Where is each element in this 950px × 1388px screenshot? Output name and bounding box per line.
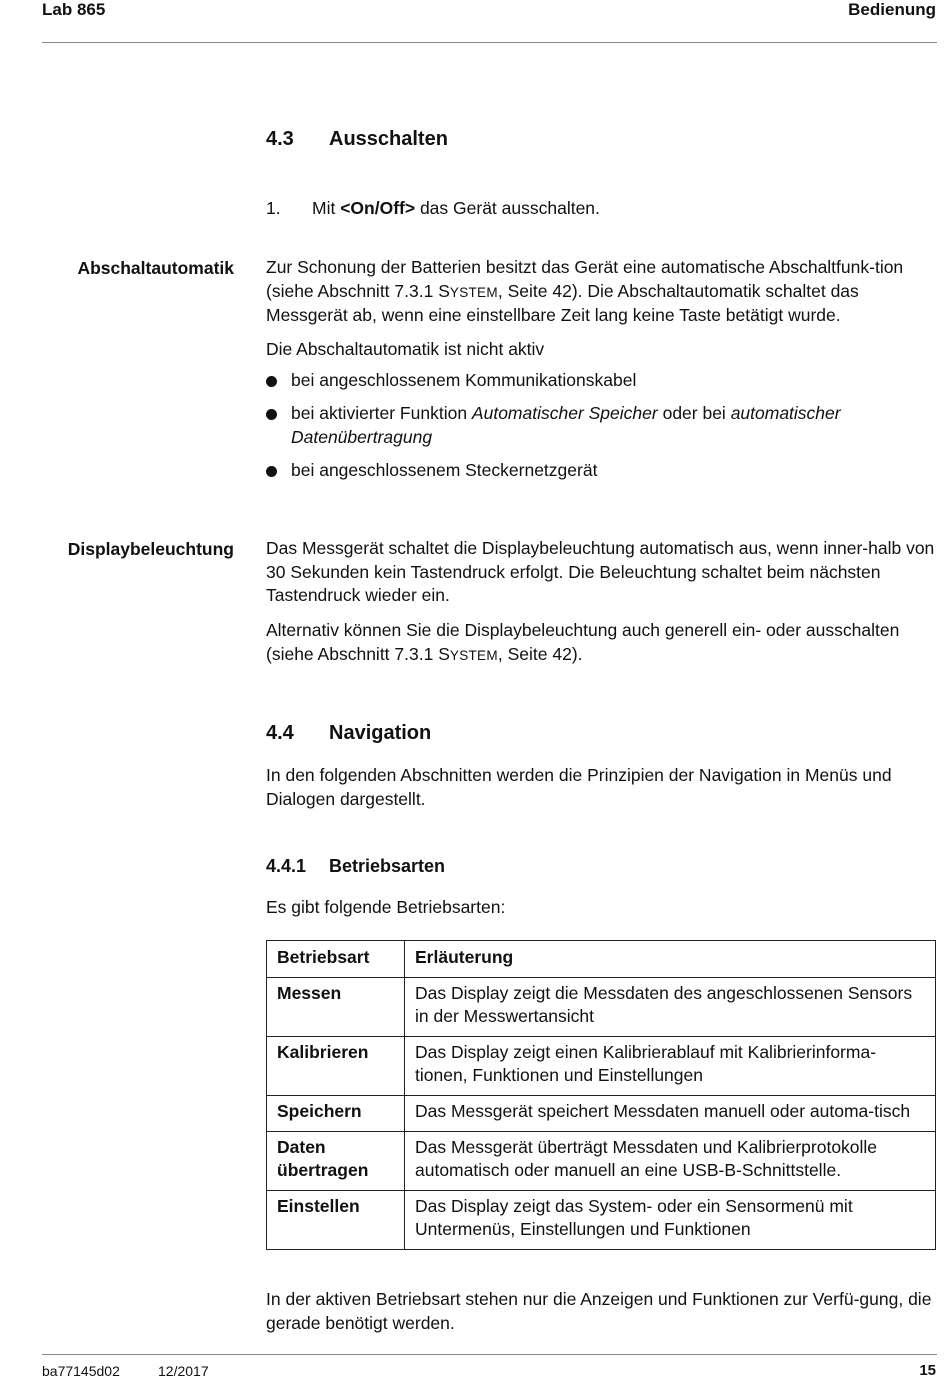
mode-name: Einstellen	[267, 1191, 405, 1250]
document-id: ba77145d02	[42, 1363, 120, 1379]
bullet-text: bei angeschlossenem Steckernetzgerät	[291, 460, 598, 480]
table-row	[267, 978, 936, 1037]
betriebsarten-intro: Es gibt folgende Betriebsarten:	[266, 897, 506, 917]
mode-description: Das Display zeigt die Messdaten des angeschlossenen Sensors in der Messwertansicht	[405, 978, 936, 1037]
section-number: 4.4.1	[266, 856, 307, 876]
section-4-4-heading	[266, 721, 431, 745]
table-header-row	[267, 941, 936, 978]
bullet-icon	[266, 466, 277, 477]
page-number: 15	[919, 1362, 936, 1379]
bullet-text: bei aktivierter Funktion	[291, 403, 472, 423]
operating-modes-table	[266, 940, 936, 1250]
section-4-3-heading	[266, 127, 448, 151]
betriebsarten-outro: In der aktiven Betriebsart stehen nur die Anzeigen und Funktionen zur Verfü-gung, die gerade benötigt werden.	[266, 1289, 932, 1333]
section-title: Navigation	[329, 722, 432, 744]
section-title: Ausschalten	[329, 128, 448, 150]
function-name: automatischer Datenübertragung	[291, 403, 841, 447]
navigation-intro: In den folgenden Abschnitten werden die Prinzipien der Navigation in Menüs und Dialogen dargestellt.	[266, 765, 892, 809]
section-4-4-1-heading	[266, 855, 445, 877]
step-number: 1.	[266, 198, 281, 218]
abschaltautomatik-not-active: Die Abschaltautomatik ist nicht aktiv	[266, 339, 545, 359]
step-text-post: das Gerät ausschalten.	[415, 198, 600, 218]
header-title: Lab 865	[42, 0, 106, 19]
system-menu-ref-rest: YSTEM	[449, 284, 498, 300]
mode-description: Das Display zeigt einen Kalibrierablauf mit Kalibrierinforma-tionen, Funktionen und Einstellungen	[405, 1037, 936, 1096]
step-1	[266, 197, 600, 220]
table-row	[267, 1096, 936, 1132]
system-menu-ref-initial: S	[438, 280, 450, 301]
mode-name: Messen	[267, 978, 405, 1037]
system-menu-ref-initial: S	[438, 643, 450, 664]
abschaltautomatik-paragraph	[266, 256, 938, 328]
on-off-key: <On/Off>	[340, 198, 416, 218]
displaybeleuchtung-label: Displaybeleuchtung	[67, 539, 234, 559]
table-row	[267, 1037, 936, 1096]
mode-name: Daten übertragen	[267, 1132, 405, 1191]
list-item	[266, 402, 938, 449]
section-title: Betriebsarten	[329, 856, 446, 876]
mode-name: Speichern	[267, 1096, 405, 1132]
displaybeleuchtung-alternative	[266, 619, 938, 667]
list-item	[266, 369, 938, 393]
footer-divider	[42, 1354, 937, 1355]
step-text-pre: Mit	[312, 198, 341, 218]
mode-description: Das Messgerät speichert Messdaten manuell oder automa-tisch	[405, 1096, 936, 1132]
mode-description: Das Display zeigt das System- oder ein Sensormenü mit Untermenüs, Einstellungen und Funktionen	[405, 1191, 936, 1250]
document-date: 12/2017	[158, 1363, 209, 1379]
column-header-description: Erläuterung	[405, 941, 936, 978]
column-header-mode: Betriebsart	[267, 941, 405, 978]
list-item	[266, 459, 938, 483]
displaybeleuchtung-paragraph: Das Messgerät schaltet die Displaybeleuchtung automatisch aus, wenn inner-halb von 30 Sekunden kein Tastendruck erfolgt. Die Beleuchtung schaltet beim nächsten Tastendruck wieder ein.	[266, 538, 935, 605]
section-number: 4.3	[266, 128, 294, 150]
header-divider	[42, 42, 937, 43]
bullet-text: bei angeschlossenem Kommunikationskabel	[291, 370, 637, 390]
abschaltautomatik-label: Abschaltautomatik	[77, 258, 234, 278]
bullet-icon	[266, 376, 277, 387]
display-text-b: , Seite 42).	[497, 643, 583, 664]
display-text-a: Alternativ können Sie die Displaybeleuchtung auch generell ein- oder ausschalten (siehe Abschnitt 7.3.1	[266, 620, 900, 664]
function-name: Automatischer Speicher	[471, 403, 658, 423]
system-menu-ref-rest: YSTEM	[449, 647, 498, 663]
bullet-icon	[266, 409, 277, 420]
table-row	[267, 1191, 936, 1250]
bullet-text: oder bei	[657, 403, 731, 423]
header-chapter: Bedienung	[848, 0, 936, 19]
mode-description: Das Messgerät überträgt Messdaten und Kalibrierprotokolle automatisch oder manuell an eine USB-B-Schnittstelle.	[405, 1132, 936, 1191]
abschalt-text-b: , Seite 42). Die Abschaltautomatik schaltet das Messgerät ab, wenn eine einstellbare Zeit lang keine Taste betätigt wurde.	[266, 280, 859, 325]
abschalt-text-a: Zur Schonung der Batterien besitzt das Gerät eine automatische Abschaltfunk-tion (siehe Abschnitt 7.3.1	[266, 257, 904, 301]
table-row	[267, 1132, 936, 1191]
section-number: 4.4	[266, 722, 294, 744]
mode-name: Kalibrieren	[267, 1037, 405, 1096]
